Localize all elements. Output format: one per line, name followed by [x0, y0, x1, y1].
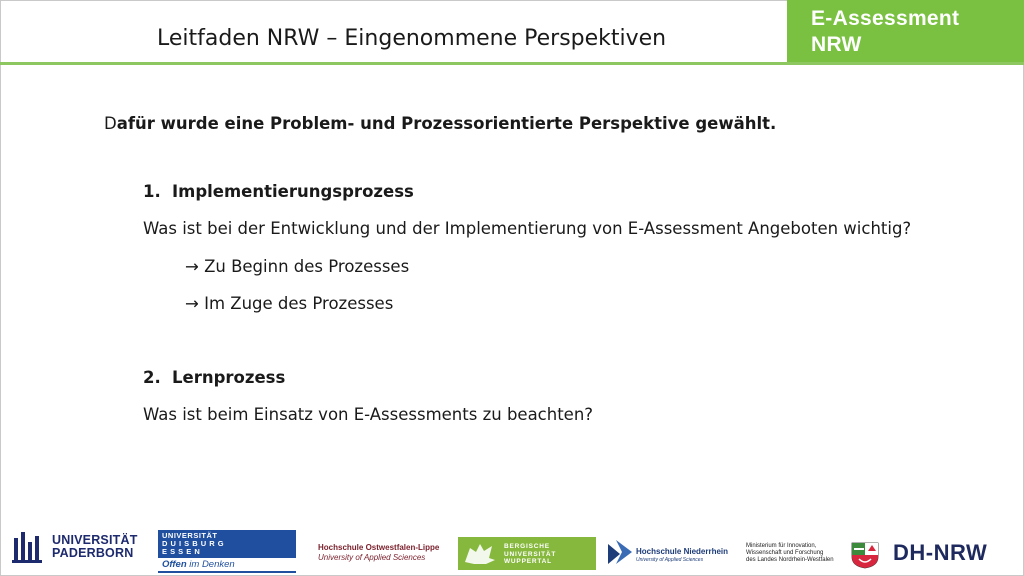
- ministry-line-2: Wissenschaft und Forschung: [746, 550, 824, 556]
- item-1-point-2: [185, 294, 393, 313]
- hsn-line-1: Hochschule Niederrhein: [636, 547, 729, 556]
- ude-slogan: [158, 559, 296, 573]
- e-assessment-nrw-logo: [787, 0, 1024, 62]
- item-2-title: Lernprozess: [172, 368, 286, 387]
- ministry-line-3: des Landes Nordrhein-Westfalen: [746, 557, 834, 563]
- arrow-right-icon: →: [185, 257, 199, 276]
- owl-line-2: University of Applied Sciences: [318, 553, 426, 562]
- item-1-title: Implementierungsprozess: [172, 182, 414, 201]
- item-1-number: 1.: [143, 182, 161, 201]
- brand-line-2: NRW: [811, 33, 862, 56]
- brand-line-1: E-Assessment: [811, 7, 960, 30]
- intro-rest: afür wurde eine Problem- und Prozessorientierte Perspektive gewählt.: [116, 114, 777, 133]
- wuppertal-logo: [458, 537, 596, 570]
- ministry-logo: [746, 543, 834, 564]
- slide-title: Leitfaden NRW – Eingenommene Perspektiven: [157, 26, 667, 51]
- ude-logo: [158, 530, 296, 574]
- intro-text: [104, 114, 776, 133]
- item-1-point-1: [185, 257, 409, 276]
- ude-line-2: D U I S B U R G: [162, 539, 225, 548]
- hs-niederrhein-logo: [608, 538, 729, 568]
- ministry-line-1: Ministerium für Innovation,: [746, 543, 817, 549]
- ude-wordmark: [158, 530, 296, 558]
- arrow-right-icon: →: [185, 294, 199, 313]
- upb-logo: [12, 528, 147, 564]
- upb-line-2: PADERBORN: [52, 546, 134, 560]
- wup-text: [504, 543, 556, 566]
- wup-line-3: WUPPERTAL: [504, 558, 552, 565]
- wup-line-1: BERGISCHE: [504, 543, 550, 550]
- hsn-line-2: University of Applied Sciences: [636, 557, 704, 563]
- dh-nrw-logo: DH-NRW: [893, 540, 988, 565]
- ude-slogan-b: im Denken: [189, 559, 235, 570]
- owl-logo: [318, 543, 439, 563]
- nrw-coat-of-arms-icon: [850, 541, 880, 569]
- item-1-question: Was ist bei der Entwicklung und der Implementierung von E-Assessment Angeboten wichtig?: [143, 219, 912, 238]
- wup-line-2: UNIVERSITÄT: [504, 550, 557, 558]
- header-divider: [0, 62, 1024, 65]
- upb-mark-icon: [12, 528, 46, 564]
- upb-line-1: UNIVERSITÄT: [52, 533, 138, 547]
- intro-lead: D: [104, 114, 117, 133]
- item-2-question: Was ist beim Einsatz von E-Assessments zu beachten?: [143, 405, 594, 424]
- point-text: Zu Beginn des Prozesses: [204, 257, 410, 276]
- lion-icon: [462, 540, 498, 567]
- hsn-text: [636, 547, 728, 565]
- point-text: Im Zuge des Prozesses: [204, 294, 394, 313]
- owl-line-1: Hochschule Ostwestfalen-Lippe: [318, 543, 440, 552]
- ude-slogan-a: Offen: [162, 559, 187, 570]
- ude-line-1: UNIVERSITÄT: [162, 531, 218, 540]
- ude-line-3: E S S E N: [162, 547, 201, 556]
- upb-text: [52, 534, 138, 560]
- hsn-mark-icon: [608, 540, 632, 564]
- item-2-number: 2.: [143, 368, 161, 387]
